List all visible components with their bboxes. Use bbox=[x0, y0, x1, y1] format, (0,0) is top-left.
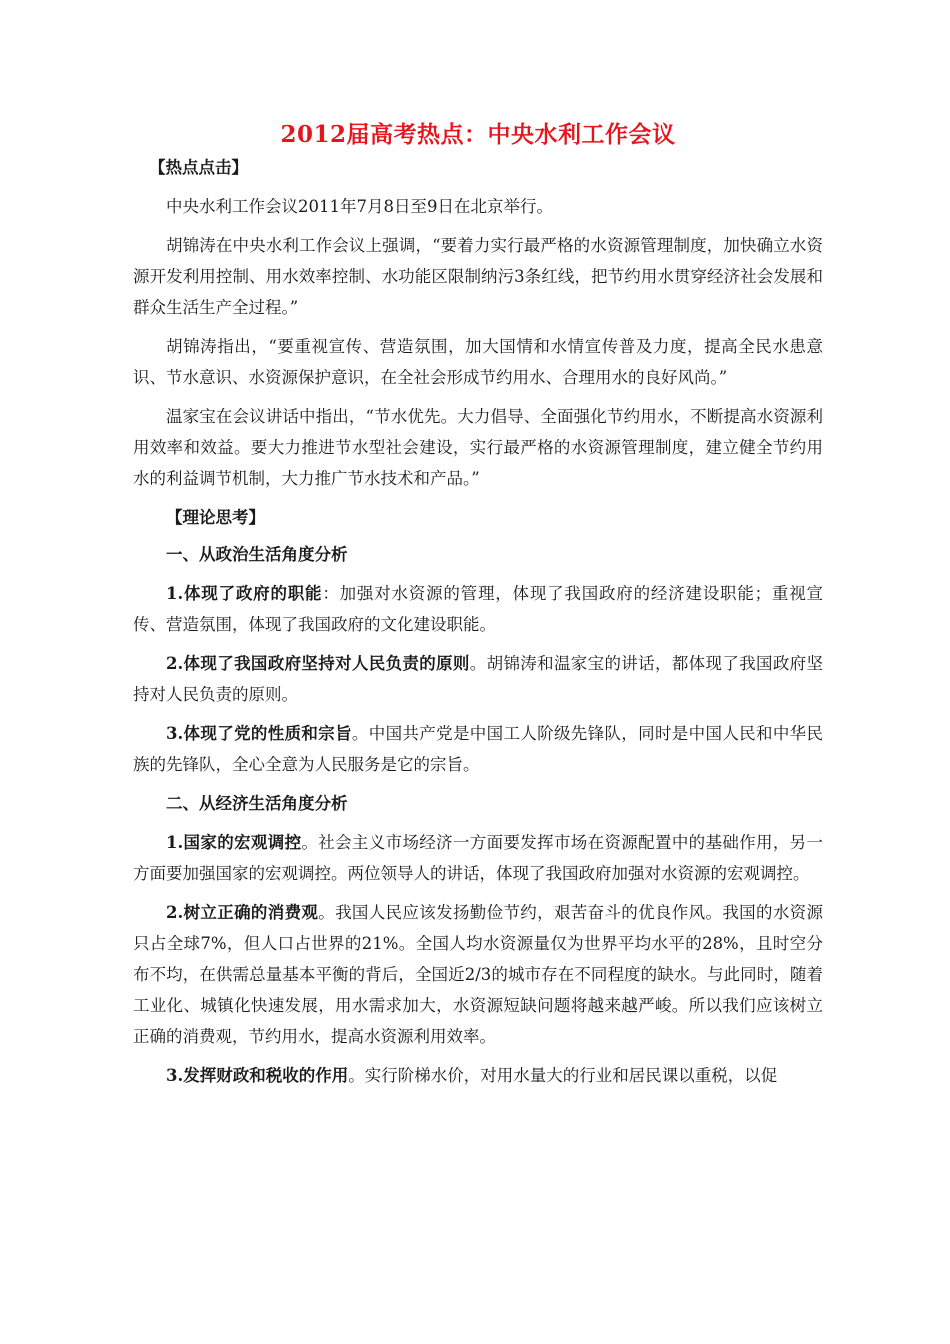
point-text: 。实行阶梯水价，对用水量大的行业和居民课以重税，以促 bbox=[348, 1066, 778, 1085]
section-heading-theory: 【理论思考】 bbox=[166, 508, 265, 527]
political-point-3 bbox=[133, 718, 823, 780]
point-text: 。社会主义市场经济一方面要发挥市场在资源配置中的基础作用，另一方面要加强国家的宏观调控。两位领导人的讲话，体现了我国政府加强对水资源的宏观调控。 bbox=[133, 833, 823, 883]
point-text: ：加强对水资源的管理，体现了我国政府的经济建设职能；重视宣传、营造氛围，体现了我国政府的文化建设职能。 bbox=[133, 584, 823, 634]
document-page bbox=[133, 118, 823, 1099]
paragraph-1: 中央水利工作会议2011年7月8日至9日在北京举行。 bbox=[166, 197, 553, 216]
point-text: 。我国人民应该发扬勤俭节约，艰苦奋斗的优良作风。我国的水资源只占全球7%，但人口占世界的21%。全国人均水资源量仅为世界平均水平的28%，且时空分布不均，在供需总量基本平衡的背后，全国近2/3的城市存在不同程度的缺水。与此同时，随着工业化、城镇化快速发展，用水需求加大，水资源短缺问题将越来越严峻。所以我们应该树立正确的消费观，节约用水，提高水资源利用效率。 bbox=[133, 903, 823, 1046]
point-text: 。胡锦涛和温家宝的讲话，都体现了我国政府坚持对人民负责的原则。 bbox=[133, 654, 823, 704]
point-lead: 2.体现了我国政府坚持对人民负责的原则 bbox=[166, 654, 470, 673]
page-title: 2012届高考热点：中央水利工作会议 bbox=[280, 121, 676, 148]
point-lead: 3.体现了党的性质和宗旨 bbox=[166, 724, 352, 743]
subheading-political: 一、从政治生活角度分析 bbox=[166, 545, 348, 564]
point-lead: 3.发挥财政和税收的作用 bbox=[166, 1066, 349, 1085]
section-heading-hot-topic: 【热点点击】 bbox=[149, 158, 248, 177]
point-lead: 1.国家的宏观调控 bbox=[166, 833, 302, 852]
paragraph-3: 胡锦涛指出，“要重视宣传、营造氛围，加大国情和水情宣传普及力度，提高全民水患意识、节水意识、水资源保护意识，在全社会形成节约用水、合理用水的良好风尚。” bbox=[133, 337, 823, 387]
economic-point-2 bbox=[133, 897, 823, 1052]
point-lead: 2.树立正确的消费观 bbox=[166, 903, 319, 922]
paragraph-2: 胡锦涛在中央水利工作会议上强调，“要着力实行最严格的水资源管理制度，加快确立水资源开发利用控制、用水效率控制、水功能区限制纳污3条红线，把节约用水贯穿经济社会发展和群众生活生产全过程。” bbox=[133, 236, 823, 317]
economic-point-3 bbox=[133, 1060, 823, 1091]
economic-point-1 bbox=[133, 827, 823, 889]
paragraph-4: 温家宝在会议讲话中指出，“节水优先。大力倡导、全面强化节约用水，不断提高水资源利用效率和效益。要大力推进节水型社会建设，实行最严格的水资源管理制度，建立健全节约用水的利益调节机制，大力推广节水技术和产品。” bbox=[133, 407, 823, 488]
political-point-1 bbox=[133, 578, 823, 640]
point-text: 。中国共产党是中国工人阶级先锋队，同时是中国人民和中华民族的先锋队，全心全意为人民服务是它的宗旨。 bbox=[133, 724, 823, 774]
political-point-2 bbox=[133, 648, 823, 710]
point-lead: 1.体现了政府的职能 bbox=[166, 584, 323, 603]
subheading-economic: 二、从经济生活角度分析 bbox=[166, 794, 348, 813]
